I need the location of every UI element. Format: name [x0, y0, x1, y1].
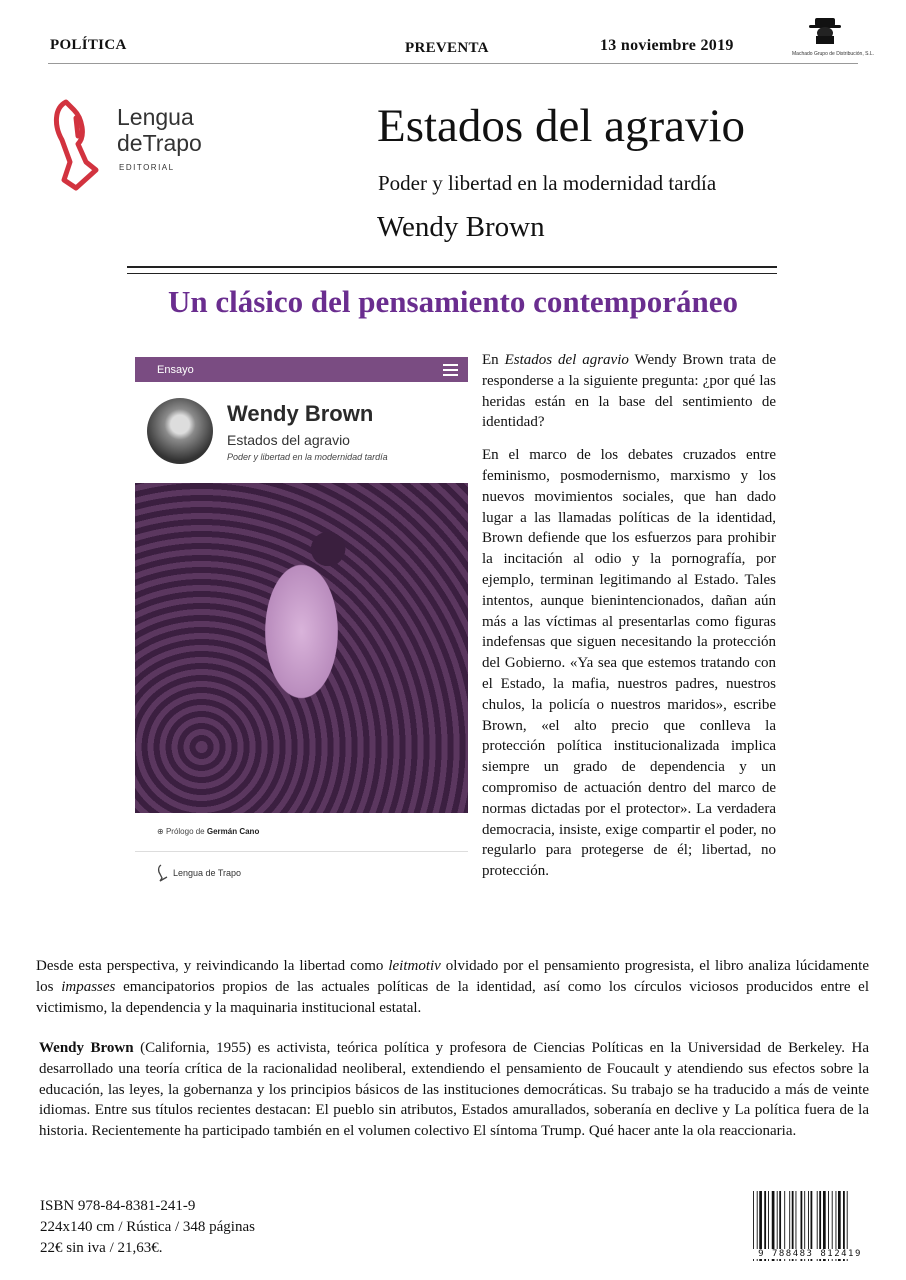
- search-icon: ⊕: [157, 827, 164, 836]
- isbn: ISBN 978-84-8381-241-9: [40, 1198, 196, 1214]
- lengua-logo-icon: [52, 96, 106, 192]
- cover-prologue: ⊕ Prólogo de Germán Cano: [157, 827, 260, 836]
- cover-photo: [135, 483, 468, 813]
- book-author: Wendy Brown: [377, 211, 545, 243]
- headline: Un clásico del pensamiento contemporáneo: [167, 284, 739, 319]
- publisher-tagline: EDITORIAL: [119, 163, 175, 172]
- book-title: Estados del agravio: [377, 100, 746, 152]
- lengua-small-icon: [157, 864, 169, 882]
- distributor-logo: [792, 16, 874, 57]
- publisher-logo: [52, 96, 106, 197]
- price: 22€ sin iva / 21,63€.: [40, 1240, 163, 1256]
- hat-man-icon: [806, 16, 844, 46]
- book-subtitle: Poder y libertad en la modernidad tardía: [378, 171, 717, 195]
- title-rule: [127, 266, 777, 274]
- bio-name: Wendy Brown: [39, 1040, 134, 1056]
- cover-subtitle: Poder y libertad en la modernidad tardía: [227, 452, 388, 462]
- body-paragraph-1: En Estados del agravio Wendy Brown trata de responderse a la siguiente pregunta: ¿por qué las heridas están en la base del sentimiento de identidad?: [482, 352, 776, 431]
- format: 224x140 cm / Rústica / 348 páginas: [40, 1219, 255, 1235]
- body-paragraph-3: Desde esta perspectiva, y reivindicando la libertad como leitmotiv olvidado por el pensamiento progresista, el libro analiza lúcidamente los impasses emancipatorios propios de las actuales políticas de la identidad, así como los círculos viciosos producidos entre el victimismo, la dependencia y la maquinaria institucional estatal.: [36, 958, 870, 1016]
- cover-collection: Ensayo: [157, 364, 194, 376]
- menu-icon: [443, 364, 458, 376]
- publisher-name: Lengua deTrapo: [117, 104, 202, 156]
- cover-publisher: Lengua de Trapo: [173, 868, 242, 878]
- cover-author: Wendy Brown: [227, 401, 374, 426]
- body-column: [482, 350, 776, 894]
- book-cover: [135, 357, 468, 897]
- section-label: POLÍTICA: [50, 37, 127, 53]
- status-label: PREVENTA: [405, 40, 489, 56]
- distributor-caption: Machado Grupo de Distribución, S.L.: [792, 51, 874, 57]
- book-details: [40, 1196, 255, 1259]
- cover-title: Estados del agravio: [227, 432, 350, 448]
- barcode-digits: 9 788483 812419: [748, 1249, 872, 1259]
- cover-collection-bar: [135, 357, 468, 382]
- date-label: 13 noviembre 2019: [600, 37, 734, 54]
- body-paragraph-2: En el marco de los debates cruzados entre feminismo, posmodernismo, marxismo y los nuevos movimientos sociales, que han dado lugar a las llamadas políticas de la identidad, Brown defiende que los esfuerzos para prohibir la incitación al odio y la pornografía, por ejemplo, terminan legitimando al Estado. Tales intentos, aunque bienintencionados, dañan aún más a las víctimas al presentarlas como figuras indefensas que siguen necesitando la protección del Gobierno. «Ya sea que estemos tratando con el Estado, la mafia, nuestros padres, nuestros chulos, la policía o nuestros maridos», escribe Brown, «el alto precio que conlleva la protección política institucionalizada implica siempre un grado de dependencia y un compromiso de actuación dentro del marco de normas dictadas por el protector». La verdadera democracia, insiste, exige compartir el poder, no regularlo para protegerse de él; libertad, no protección.: [482, 447, 776, 880]
- header-rule: [48, 63, 858, 64]
- author-bio: Wendy Brown (California, 1955) es activista, teórica política y profesora de Ciencias Políticas en la Universidad de Berkeley. Ha desarrollado una teoría crítica de la racionalidad neoliberal, extendiendo el pensamiento de Foucault y atendiendo sus efectos sobre la educación, las leyes, la gobernanza y los principios básicos de las instituciones democráticas. Su trabajo se ha traducido a más de veinte idiomas. Entre sus títulos recientes destacan: El pueblo sin atributos, Estados amurallados, soberanía en declive y La política fuera de la historia. Recientemente ha participado también en el volumen colectivo El síntoma Trump. Qué hacer ante la ola reaccionaria.: [39, 1040, 869, 1140]
- cover-rule: [135, 851, 468, 852]
- author-photo: [147, 398, 213, 464]
